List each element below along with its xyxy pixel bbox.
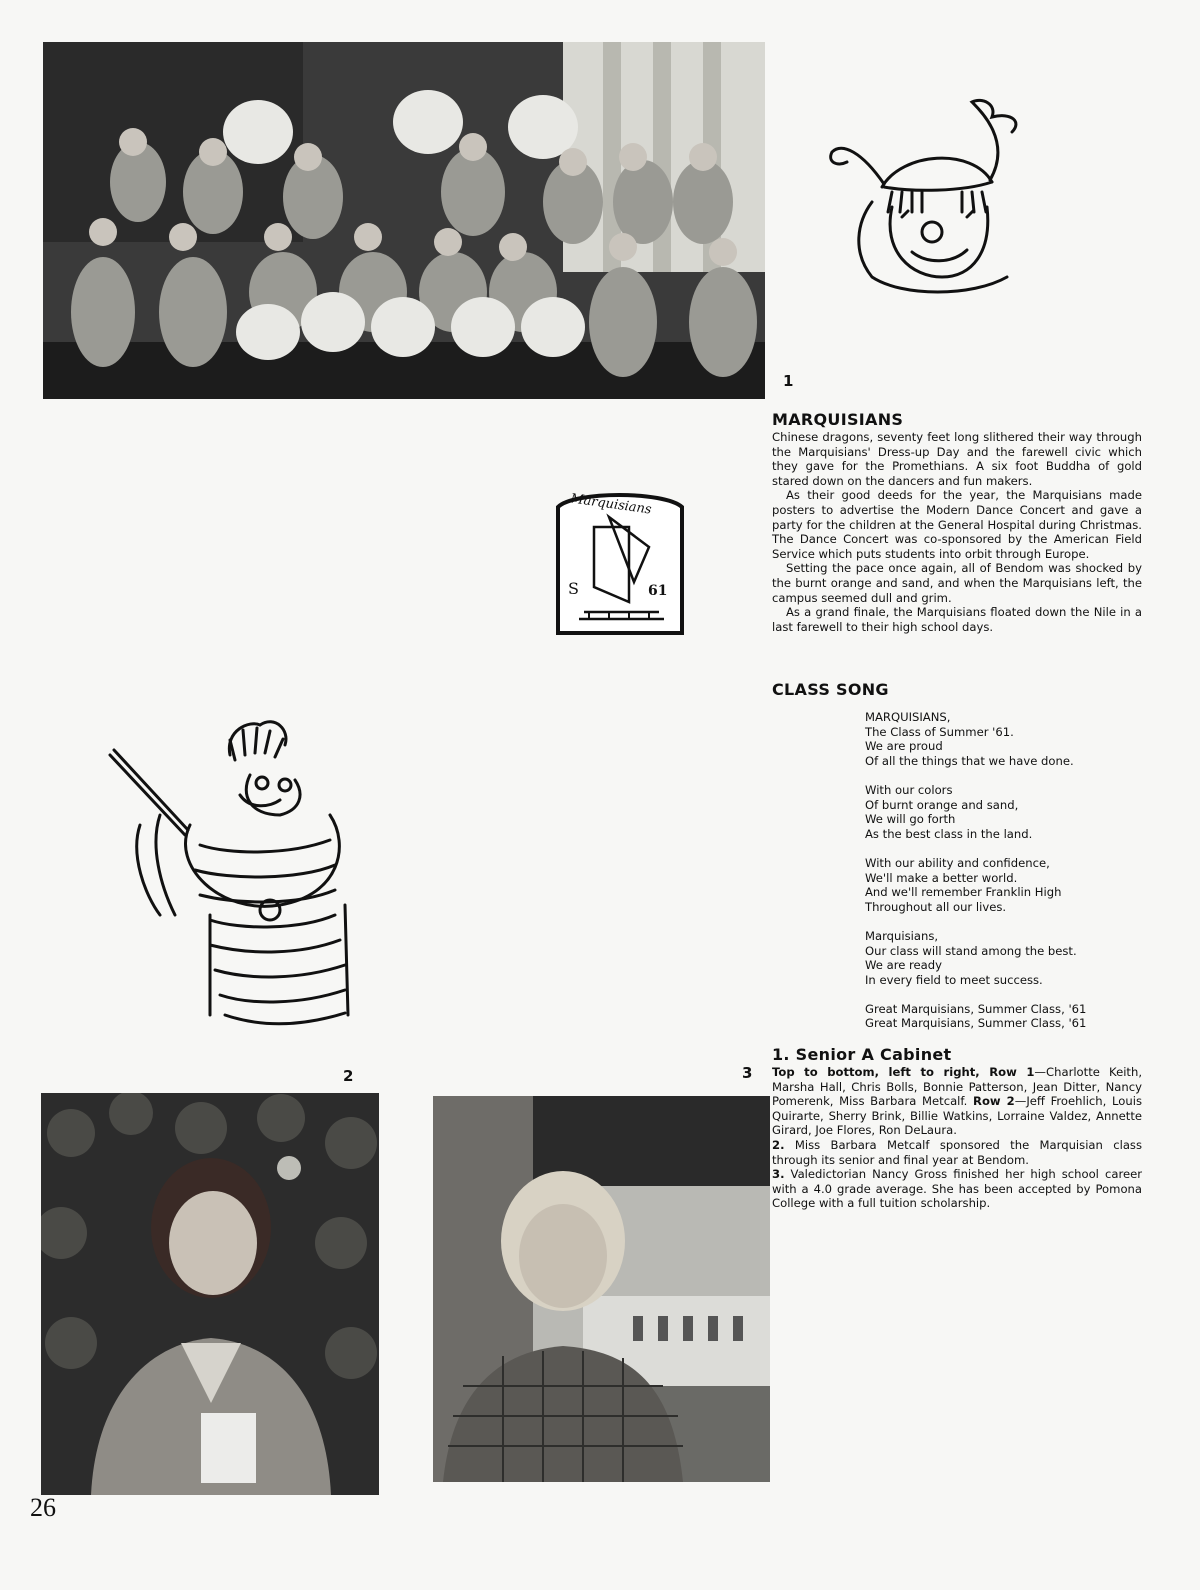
paragraph: Setting the pace once again, all of Bendom was shocked by the burnt orange and sand, and when the Marquisians left, the campus seemed dull and grim. [772, 561, 1142, 605]
song-line: We are proud [865, 739, 943, 754]
section-heading-marquisians: MARQUISIANS [772, 410, 904, 429]
page-number: 26 [30, 1493, 56, 1522]
cheerleader-drawing [100, 715, 360, 1030]
song-line: And we'll remember Franklin High [865, 885, 1062, 900]
jester-drawing [822, 92, 1060, 302]
emblem-letter: S [568, 579, 579, 598]
song-line: Great Marquisians, Summer Class, '61 [865, 1016, 1087, 1031]
caption-1-row2: —Jeff Froehlich, Louis Quirarte, Sherry Brink, Billie Watkins, Lorraine Valdez, Annette Girard, Joe Flores, Ron DeLaura. [772, 1094, 1142, 1138]
captions-block [772, 1065, 1142, 1211]
photo-2-number: 2 [343, 1067, 354, 1085]
song-line: Of burnt orange and sand, [865, 797, 1019, 812]
caption-3-text: Valedictorian Nancy Gross finished her high school career with a 4.0 grade average. She has been accepted by Pomona College with a full tuition scholarship. [772, 1167, 1142, 1211]
song-line: We will go forth [865, 812, 956, 827]
portrait-photo-gross [433, 1096, 770, 1482]
emblem-title: Marquisians [569, 491, 653, 518]
paragraph: Chinese dragons, seventy feet long slithered their way through the Marquisians' Dress-up Day and the farewell civic which they gave for the Promethians. A six foot Buddha of gold stared down on the dancers and fun makers. [772, 430, 1142, 488]
song-line: With our colors [865, 782, 953, 797]
song-stanza [865, 710, 1165, 768]
song-stanza [865, 783, 1165, 841]
song-line: Our class will stand among the best. [865, 943, 1077, 958]
song-stanza [865, 856, 1165, 914]
song-line: Throughout all our lives. [865, 899, 1007, 914]
song-line: Of all the things that we have done. [865, 753, 1074, 768]
caption-1-lead: Top to bottom, left to right, Row 1 [772, 1065, 1035, 1079]
marquisians-text [772, 430, 1142, 634]
paragraph: As their good deeds for the year, the Marquisians made posters to advertise the Modern Dance Concert and gave a party for the children at the General Hospital during Christmas. The Dance Concert was co-sponsored by the American Field Service which puts students into orbit through Europe. [772, 488, 1142, 561]
caption-heading-senior-a-cabinet: 1. Senior A Cabinet [772, 1045, 952, 1064]
caption-1-row2-label: Row 2 [973, 1094, 1015, 1109]
portrait-photo-metcalf [41, 1093, 379, 1495]
song-line: In every field to meet success. [865, 972, 1043, 987]
caption-1-row1: —Charlotte Keith, Marsha Hall, Chris Bolls, Bonnie Patterson, Jean Ditter, Nancy Pomerenk, Miss Barbara Metcalf. [772, 1065, 1143, 1109]
caption-2 [772, 1138, 1142, 1167]
photo-3-number: 3 [742, 1064, 753, 1082]
emblem-year: 61 [648, 583, 668, 599]
song-stanza [865, 929, 1165, 987]
song-line: With our ability and confidence, [865, 855, 1050, 870]
song-stanza [865, 1002, 1165, 1031]
caption-1 [772, 1065, 1142, 1138]
section-heading-class-song: CLASS SONG [772, 680, 889, 699]
caption-3-number: 3. [772, 1167, 785, 1182]
marquisians-emblem [554, 487, 686, 637]
song-line: The Class of Summer '61. [865, 724, 1014, 739]
caption-3 [772, 1167, 1142, 1211]
song-line: Great Marquisians, Summer Class, '61 [865, 1001, 1087, 1016]
paragraph: As a grand finale, the Marquisians floated down the Nile in a last farewell to their high school days. [772, 605, 1142, 634]
photo-1-number: 1 [783, 372, 794, 390]
caption-2-text: Miss Barbara Metcalf sponsored the Marquisian class through its senior and final year at Bendom. [772, 1137, 1142, 1167]
song-line: MARQUISIANS, [865, 710, 951, 724]
song-line: As the best class in the land. [865, 826, 1033, 841]
group-photo [43, 42, 765, 399]
caption-2-number: 2. [772, 1137, 785, 1152]
class-song-lyrics [865, 710, 1165, 1046]
song-line: We'll make a better world. [865, 870, 1018, 885]
song-line: Marquisians, [865, 928, 939, 943]
song-line: We are ready [865, 958, 943, 973]
